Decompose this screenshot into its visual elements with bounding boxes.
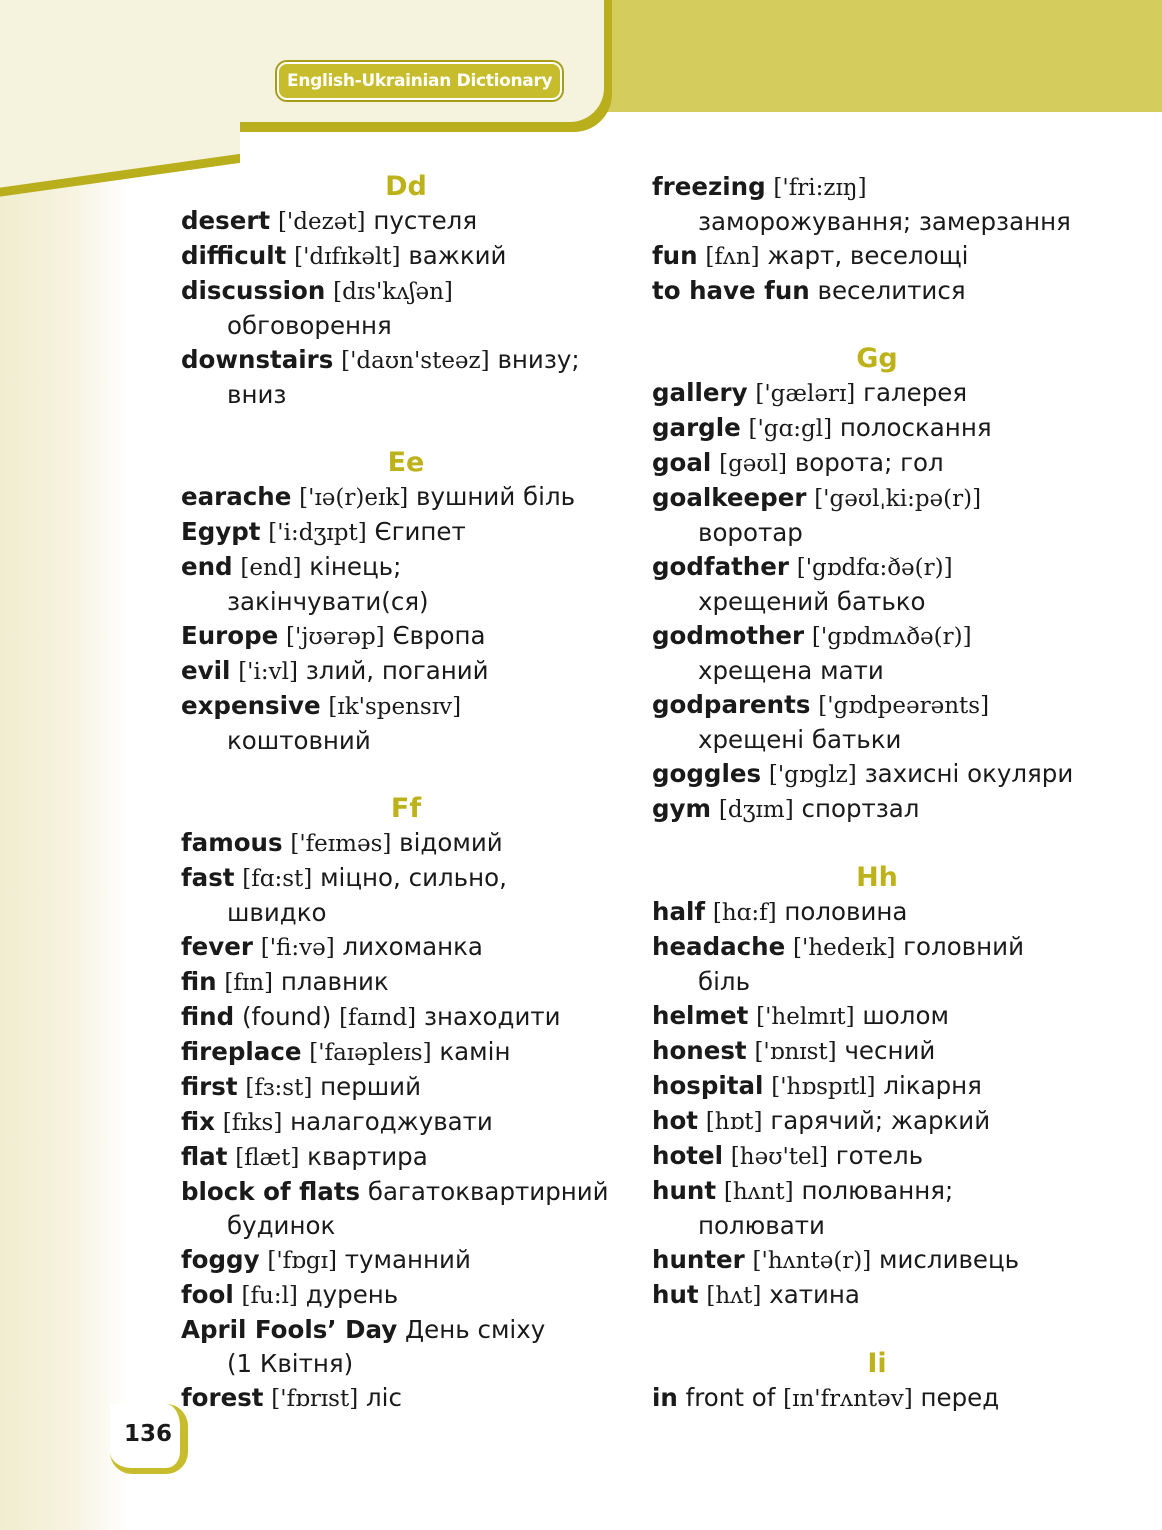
dictionary-entry — [181, 343, 631, 412]
entry-first-line — [652, 1036, 935, 1065]
entry-first-line — [181, 1177, 609, 1206]
dictionary-entry — [181, 1105, 631, 1140]
section-letter-heading: Ee — [387, 447, 425, 478]
entry-headword: April Fools’ Day — [181, 1315, 398, 1344]
entry-translation: внизу; — [497, 345, 580, 374]
entry-transcription: ['dezət] — [277, 209, 366, 235]
dictionary-entry — [181, 204, 631, 239]
entry-first-line — [181, 241, 506, 270]
entry-first-line — [652, 1245, 1019, 1274]
entry-headword: foggy — [181, 1245, 260, 1274]
entry-first-line — [181, 1383, 402, 1412]
entry-headword: discussion — [181, 276, 326, 305]
entry-transcription: ['jʊərəp] — [286, 624, 385, 650]
entry-first-line — [652, 1071, 982, 1100]
entry-first-line — [181, 932, 483, 961]
entry-translation: камін — [439, 1037, 511, 1066]
dictionary-entry — [181, 274, 631, 343]
entry-translation: перед — [920, 1383, 1000, 1412]
entry-transcription: [ɪk'spensɪv] — [328, 694, 462, 720]
dictionary-entry — [652, 1381, 1102, 1416]
entry-first-line — [181, 1315, 545, 1344]
entry-translation: Єгипет — [374, 517, 466, 546]
entry-transcription: [hʌt] — [706, 1283, 762, 1309]
entry-first-line — [181, 621, 486, 650]
entry-headword: godparents — [652, 690, 811, 719]
entry-transcription: ['fri:zɪŋ] — [773, 175, 867, 201]
dictionary-entry — [181, 930, 631, 965]
entry-headword: Europe — [181, 621, 279, 650]
entry-translation: відомий — [399, 828, 503, 857]
entry-headword: difficult — [181, 241, 287, 270]
section-letter-heading: Hh — [856, 862, 898, 893]
entry-first-line — [181, 1002, 561, 1031]
entry-headword: find — [181, 1002, 235, 1031]
dictionary-entry — [652, 274, 1102, 308]
entry-transcription: [hɒt] — [705, 1109, 763, 1135]
section-spacer — [181, 412, 631, 446]
entry-translation: дурень — [305, 1280, 399, 1309]
entry-first-line — [652, 897, 907, 926]
entry-first-line — [652, 1176, 953, 1205]
entry-headword: expensive — [181, 691, 321, 720]
entry-headword: goal — [652, 448, 712, 477]
entry-translation: туманний — [344, 1245, 471, 1274]
entry-translation: знаходити — [423, 1002, 561, 1031]
entry-headword: earache — [181, 482, 292, 511]
entry-first-line — [181, 1142, 428, 1171]
entry-translation: хатина — [769, 1280, 860, 1309]
entry-headword: forest — [181, 1383, 264, 1412]
entry-translation: важкий — [408, 241, 507, 270]
entry-transcription: ['gælərɪ] — [755, 381, 856, 407]
entry-headword: hotel — [652, 1141, 723, 1170]
entry-translation-continued: будинок — [227, 1211, 336, 1240]
dictionary-entry — [181, 1070, 631, 1105]
dictionary-entry — [652, 1104, 1102, 1139]
entry-headword: gargle — [652, 413, 741, 442]
dictionary-entry — [652, 481, 1102, 550]
section-spacer — [181, 758, 631, 792]
entry-transcription: ['fi:və] — [260, 935, 335, 961]
entry-transcription: [həʊ'tel] — [730, 1144, 828, 1170]
entry-first-line — [652, 1001, 949, 1030]
entry-translation: перший — [320, 1072, 422, 1101]
dictionary-entry — [181, 1278, 631, 1313]
entry-headword: godfather — [652, 552, 789, 581]
entry-transcription: ['hʌntə(r)] — [752, 1248, 872, 1274]
entry-first-line — [181, 1107, 493, 1136]
entry-headword: fin — [181, 967, 217, 996]
entry-first-line — [652, 759, 1073, 788]
entry-transcription: [fɪks] — [222, 1110, 283, 1136]
entry-headword: gallery — [652, 378, 748, 407]
entry-first-line — [652, 1106, 990, 1135]
entry-translation: веселитися — [817, 276, 966, 305]
dictionary-entry — [652, 930, 1102, 999]
right-column — [652, 170, 1102, 1416]
entry-first-line — [181, 1280, 398, 1309]
dictionary-entry — [652, 619, 1102, 688]
dictionary-entry — [181, 239, 631, 274]
entry-transcription: ['gɒdpeərənts] — [818, 693, 990, 719]
entry-transcription: ['gɒdmʌðə(r)] — [811, 624, 972, 650]
entry-translation: пустеля — [373, 206, 478, 235]
dictionary-entry — [181, 689, 631, 758]
entry-translation-continued: швидко — [227, 898, 327, 927]
entry-transcription: ['helmɪt] — [756, 1004, 855, 1030]
entry-first-line — [652, 276, 966, 305]
entry-headword: goggles — [652, 759, 762, 788]
entry-first-line — [652, 932, 1024, 961]
dictionary-entry — [181, 1035, 631, 1070]
entry-first-line — [181, 967, 389, 996]
entry-translation: готель — [835, 1141, 924, 1170]
entry-first-line — [652, 1383, 999, 1412]
entry-headword: half — [652, 897, 706, 926]
entry-translation: спортзал — [801, 794, 920, 823]
entry-first-line — [652, 448, 944, 477]
dictionary-entry — [652, 1243, 1102, 1278]
dictionary-entry — [652, 792, 1102, 827]
dictionary-entry — [652, 895, 1102, 930]
dictionary-entry — [181, 1243, 631, 1278]
entry-first-line — [181, 552, 401, 581]
entry-translation: половина — [784, 897, 908, 926]
dictionary-entry — [652, 1278, 1102, 1313]
entry-translation: полювання; — [801, 1176, 954, 1205]
entry-transcription: [hɑ:f] — [712, 900, 777, 926]
dictionary-title: English-Ukrainian Dictionary — [277, 62, 562, 100]
entry-headword: gym — [652, 794, 712, 823]
entry-translation: полоскання — [839, 413, 992, 442]
entry-transcription: [fu:l] — [241, 1283, 298, 1309]
entry-translation: ліс — [365, 1383, 402, 1412]
entry-note: front of — [685, 1383, 776, 1412]
entry-first-line — [181, 828, 503, 857]
entry-headword: hunt — [652, 1176, 717, 1205]
entry-translation: Європа — [392, 621, 486, 650]
entry-first-line — [181, 1245, 471, 1274]
entry-headword: flat — [181, 1142, 228, 1171]
entry-transcription: [gəʊl] — [719, 451, 788, 477]
entry-headword: fast — [181, 863, 235, 892]
entry-translation: квартира — [307, 1142, 428, 1171]
entry-transcription: ['gəʊlˌki:pə(r)] — [814, 486, 982, 512]
section-spacer — [652, 308, 1102, 342]
entry-transcription: ['ɒnɪst] — [754, 1039, 837, 1065]
entry-translation: кінець; — [309, 552, 402, 581]
page-number: 136 — [123, 1421, 172, 1447]
entry-first-line — [652, 1141, 923, 1170]
entry-translation: міцно, сильно, — [320, 863, 507, 892]
dictionary-entry — [652, 1069, 1102, 1104]
entry-headword: in — [652, 1383, 678, 1412]
entry-first-line — [181, 863, 507, 892]
entry-transcription: [fɜ:st] — [245, 1075, 313, 1101]
entry-headword: fireplace — [181, 1037, 302, 1066]
entry-transcription: ['gɒglz] — [768, 762, 857, 788]
entry-headword: hospital — [652, 1071, 764, 1100]
entry-transcription: [fʌn] — [705, 244, 760, 270]
entry-translation-continued: воротар — [698, 518, 803, 547]
entry-translation-continued: коштовний — [227, 726, 371, 755]
entry-headword: fool — [181, 1280, 234, 1309]
dictionary-entry — [652, 1139, 1102, 1174]
entry-translation-continued: закінчувати(ся) — [227, 587, 429, 616]
entry-translation-continued: хрещені батьки — [698, 725, 902, 754]
entry-first-line — [181, 1037, 511, 1066]
dictionary-entry — [652, 757, 1102, 792]
entry-first-line — [652, 552, 953, 581]
entry-first-line — [181, 691, 461, 720]
entry-translation: жарт, веселощі — [767, 241, 969, 270]
entry-translation: гарячий; жаркий — [770, 1106, 991, 1135]
entry-transcription: ['i:vl] — [238, 659, 298, 685]
entry-headword: fix — [181, 1107, 215, 1136]
entry-translation-continued: заморожування; замерзання — [698, 207, 1071, 236]
dictionary-entry — [181, 861, 631, 930]
entry-translation: ворота; гол — [794, 448, 944, 477]
entry-headword: freezing — [652, 172, 766, 201]
entry-first-line — [652, 621, 972, 650]
entry-headword: godmother — [652, 621, 805, 650]
entry-translation: чесний — [844, 1036, 936, 1065]
entry-translation-continued: обговорення — [227, 311, 392, 340]
entry-transcription: ['gɒdfɑ:ðə(r)] — [796, 555, 953, 581]
dictionary-entry — [181, 826, 631, 861]
entry-first-line — [652, 1280, 860, 1309]
entry-first-line — [652, 690, 989, 719]
entry-headword: evil — [181, 656, 231, 685]
entry-translation-continued: вниз — [227, 380, 287, 409]
entry-translation: лихоманка — [342, 932, 483, 961]
entry-translation-continued: біль — [698, 967, 751, 996]
entry-transcription: ['hedeɪk] — [793, 935, 896, 961]
entry-translation: День сміху — [405, 1315, 546, 1344]
section-letter-heading: Ff — [390, 793, 422, 824]
dictionary-entry — [652, 999, 1102, 1034]
entry-headword: first — [181, 1072, 238, 1101]
entry-headword: block of flats — [181, 1177, 361, 1206]
entry-first-line — [652, 794, 919, 823]
section-letter-heading: Dd — [385, 171, 427, 202]
entry-transcription: [flæt] — [235, 1145, 300, 1171]
entry-first-line — [652, 241, 968, 270]
entry-transcription: ['dɪfɪkəlt] — [294, 244, 401, 270]
entry-headword: end — [181, 552, 233, 581]
entry-headword: honest — [652, 1036, 747, 1065]
entry-translation: вушний біль — [416, 482, 576, 511]
entry-translation: налагоджувати — [290, 1107, 493, 1136]
entry-translation: галерея — [863, 378, 968, 407]
dictionary-entry — [181, 619, 631, 654]
entry-transcription: ['daʊn'steəz] — [341, 348, 490, 374]
dictionary-entry — [652, 688, 1102, 757]
dictionary-entry — [181, 1000, 631, 1035]
section-letter-heading: Gg — [856, 343, 898, 374]
entry-translation: злий, поганий — [305, 656, 489, 685]
entry-headword: hot — [652, 1106, 698, 1135]
entry-transcription: ['faɪəpleɪs] — [309, 1040, 432, 1066]
dictionary-entry — [181, 480, 631, 515]
entry-headword: helmet — [652, 1001, 749, 1030]
entry-headword: fun — [652, 241, 698, 270]
entry-first-line — [652, 378, 967, 407]
dictionary-entry — [652, 376, 1102, 411]
entry-headword: hunter — [652, 1245, 745, 1274]
entry-transcription: [dɪs'kʌʃən] — [333, 279, 453, 305]
entry-translation-continued: (1 Квітня) — [227, 1349, 354, 1378]
entry-transcription: [ɪn'frʌntəv] — [783, 1386, 913, 1412]
dictionary-entry — [181, 1140, 631, 1175]
entry-headword: fever — [181, 932, 253, 961]
entry-transcription: ['fɒgɪ] — [267, 1248, 337, 1274]
entry-transcription: ['hɒspɪtl] — [771, 1074, 876, 1100]
entry-transcription: [dʒɪm] — [718, 797, 794, 823]
entry-note: (found) — [241, 1002, 332, 1031]
entry-translation: багатоквартирний — [367, 1177, 609, 1206]
entry-transcription: [faɪnd] — [339, 1005, 417, 1031]
entry-first-line — [181, 482, 575, 511]
section-letter-heading: Ii — [867, 1348, 887, 1379]
entry-translation-continued: полювати — [698, 1211, 825, 1240]
dictionary-entry — [181, 1381, 631, 1416]
entry-translation: головний — [903, 932, 1024, 961]
left-column — [181, 170, 631, 1416]
entry-headword: hut — [652, 1280, 699, 1309]
entry-transcription: [fɪn] — [224, 970, 274, 996]
entry-first-line — [652, 413, 992, 442]
entry-transcription: [hʌnt] — [723, 1179, 794, 1205]
entry-headword: to have fun — [652, 276, 810, 305]
dictionary-entry — [652, 1034, 1102, 1069]
dictionary-entry — [181, 1313, 631, 1381]
dictionary-entry — [652, 1174, 1102, 1243]
entry-headword: Egypt — [181, 517, 261, 546]
section-spacer — [652, 827, 1102, 861]
dictionary-entry — [181, 654, 631, 689]
entry-translation: мисливець — [879, 1245, 1020, 1274]
entry-first-line — [652, 483, 981, 512]
entry-first-line — [181, 345, 580, 374]
entry-translation-continued: хрещений батько — [698, 587, 926, 616]
dictionary-entry — [652, 239, 1102, 274]
entry-transcription: ['feɪməs] — [290, 831, 392, 857]
entry-first-line — [181, 1072, 421, 1101]
dictionary-entry — [181, 1175, 631, 1243]
entry-headword: desert — [181, 206, 271, 235]
entry-translation-continued: хрещена мати — [698, 656, 884, 685]
dictionary-entry — [181, 515, 631, 550]
dictionary-entry — [181, 965, 631, 1000]
entry-first-line — [181, 276, 453, 305]
entry-translation: захисні окуляри — [864, 759, 1074, 788]
section-spacer — [652, 1313, 1102, 1347]
entry-transcription: ['gɑ:gl] — [748, 416, 833, 442]
entry-transcription: ['i:dʒɪpt] — [268, 520, 367, 546]
entry-first-line — [652, 172, 867, 201]
entry-transcription: [end] — [240, 555, 302, 581]
entry-headword: headache — [652, 932, 786, 961]
dictionary-entry — [652, 550, 1102, 619]
dictionary-entry — [652, 446, 1102, 481]
left-margin-strip — [0, 0, 130, 1530]
entry-transcription: ['ɪə(r)eɪk] — [299, 485, 409, 511]
entry-headword: goalkeeper — [652, 483, 807, 512]
dictionary-entry — [652, 170, 1102, 239]
entry-first-line — [181, 517, 466, 546]
entry-headword: downstairs — [181, 345, 334, 374]
entry-headword: famous — [181, 828, 283, 857]
dictionary-entry — [652, 411, 1102, 446]
entry-translation: шолом — [862, 1001, 949, 1030]
dictionary-entry — [181, 550, 631, 619]
entry-first-line — [181, 206, 477, 235]
entry-transcription: [fɑ:st] — [242, 866, 313, 892]
entry-translation: плавник — [280, 967, 389, 996]
entry-translation: лікарня — [883, 1071, 982, 1100]
entry-first-line — [181, 656, 489, 685]
entry-transcription: ['fɒrɪst] — [271, 1386, 359, 1412]
